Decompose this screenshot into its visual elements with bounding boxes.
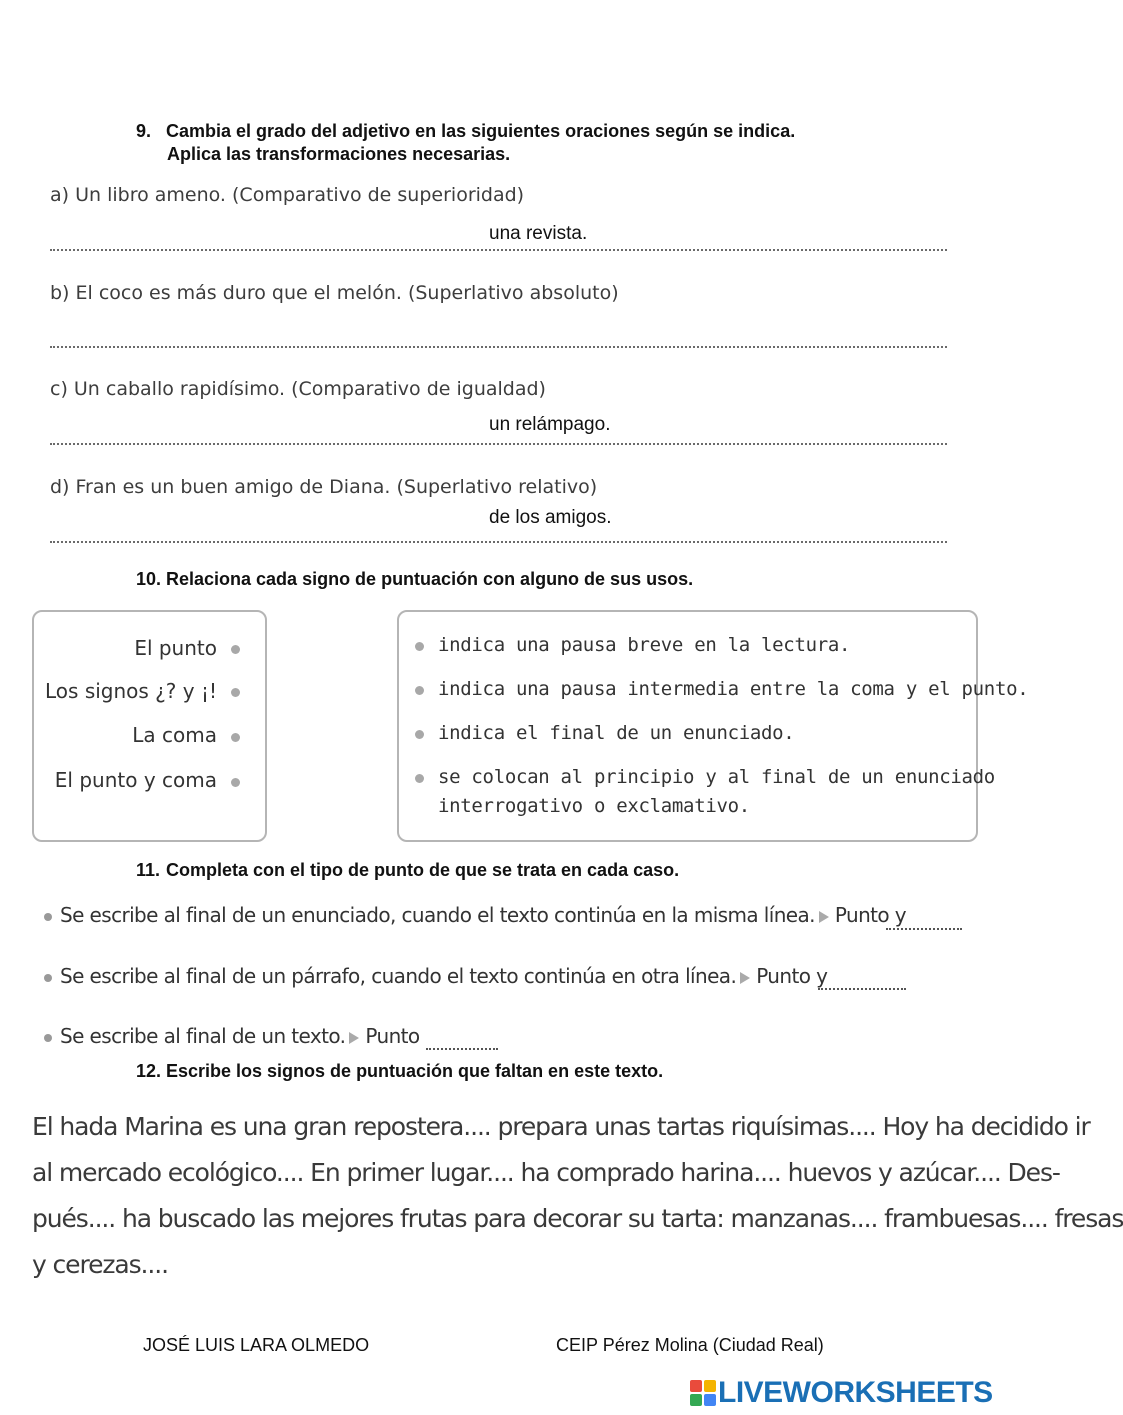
- sign-interrogacion-exclamacion: Los signos ¿? y ¡!: [45, 679, 217, 703]
- match-dot-sign-2[interactable]: [231, 688, 240, 697]
- question-11-title: Completa con el tipo de punto de que se trata en cada caso.: [166, 860, 680, 880]
- use-pausa-intermedia: indica una pausa intermedia entre la coma y el punto.: [438, 678, 1029, 700]
- q12-paragraph-line-4: y cerezas....: [32, 1250, 168, 1279]
- match-dot-sign-1[interactable]: [231, 645, 240, 654]
- footer-author: JOSÉ LUIS LARA OLMEDO: [143, 1335, 370, 1355]
- liveworksheets-logo-icon: [690, 1380, 716, 1406]
- q9-item-c: c) Un caballo rapidísimo. (Comparativo de igualdad): [50, 378, 546, 400]
- question-11-heading: [136, 860, 679, 881]
- arrow-right-icon: [349, 1032, 359, 1044]
- q11-blank-2[interactable]: [818, 988, 906, 990]
- use-pausa-breve: indica una pausa breve en la lectura.: [438, 634, 851, 656]
- q11-line-2-label: Punto y: [756, 964, 828, 988]
- q12-paragraph-line-3: pués.... ha buscado las mejores frutas para decorar su tarta: manzanas.... frambuesas.... fresas: [32, 1204, 1123, 1233]
- q11-line-1-text: Se escribe al final de un enunciado, cuando el texto continúa en la misma línea.: [60, 903, 815, 927]
- question-12-number: 12.: [136, 1061, 162, 1081]
- question-9-title-line1: Cambia el grado del adjetivo en las siguientes oraciones según se indica.: [166, 121, 796, 141]
- liveworksheets-logo: [690, 1376, 993, 1410]
- question-12-heading: [136, 1061, 663, 1082]
- q11-line-1: [44, 903, 906, 927]
- question-9-title-line2: Aplica las transformaciones necesarias.: [167, 144, 511, 164]
- question-9-number: 9.: [136, 121, 152, 141]
- use-principio-final: se colocan al principio y al final de un enunciado: [438, 766, 995, 788]
- match-dot-use-2[interactable]: [415, 686, 424, 695]
- bullet-icon: [44, 974, 52, 982]
- use-interrogativo-exclamativo: interrogativo o exclamativo.: [438, 795, 750, 817]
- q9-answer-d[interactable]: de los amigos.: [489, 507, 612, 528]
- arrow-right-icon: [740, 972, 750, 984]
- match-dot-use-1[interactable]: [415, 642, 424, 651]
- q12-paragraph[interactable]: [32, 1104, 1123, 1288]
- footer-school: CEIP Pérez Molina (Ciudad Real): [556, 1335, 824, 1355]
- q9-item-a: a) Un libro ameno. (Comparativo de superioridad): [50, 184, 525, 206]
- q9-item-b: b) El coco es más duro que el melón. (Superlativo absoluto): [50, 282, 619, 304]
- q9-item-d: d) Fran es un buen amigo de Diana. (Superlativo relativo): [50, 476, 598, 498]
- q11-line-2-text: Se escribe al final de un párrafo, cuando el texto continúa en otra línea.: [60, 964, 737, 988]
- question-9-heading: [136, 120, 795, 166]
- bullet-icon: [44, 1034, 52, 1042]
- q11-line-3: [44, 1024, 420, 1048]
- q11-blank-1[interactable]: [886, 928, 962, 930]
- use-final-enunciado: indica el final de un enunciado.: [438, 722, 795, 744]
- q11-line-3-text: Se escribe al final de un texto.: [60, 1024, 346, 1048]
- q11-line-1-label: Punto y: [834, 903, 907, 927]
- q9-answer-line-d[interactable]: [50, 541, 947, 543]
- q11-line-2: [44, 964, 827, 988]
- question-10-title: Relaciona cada signo de puntuación con alguno de sus usos.: [166, 569, 694, 589]
- question-10-heading: [136, 569, 693, 590]
- bullet-icon: [44, 913, 52, 921]
- q9-answer-line-c[interactable]: [50, 443, 947, 445]
- question-11-number: 11.: [136, 860, 161, 880]
- q9-answer-a[interactable]: una revista.: [489, 223, 588, 244]
- question-10-number: 10.: [136, 569, 162, 589]
- sign-punto-y-coma: El punto y coma: [54, 768, 217, 792]
- sign-la-coma: La coma: [132, 723, 217, 747]
- question-12-title: Escribe los signos de puntuación que faltan en este texto.: [166, 1061, 664, 1081]
- q9-answer-line-b[interactable]: [50, 346, 947, 348]
- q9-answer-line-a[interactable]: [50, 249, 947, 251]
- match-dot-sign-4[interactable]: [231, 778, 240, 787]
- match-dot-use-4[interactable]: [415, 774, 424, 783]
- signs-box: [32, 610, 267, 842]
- q12-paragraph-line-2: al mercado ecológico.... En primer lugar.... ha comprado harina.... huevos y azúcar.... Des-: [32, 1158, 1060, 1187]
- match-dot-use-3[interactable]: [415, 730, 424, 739]
- liveworksheets-logo-text: LIVEWORKSHEETS: [718, 1376, 993, 1409]
- sign-el-punto: El punto: [134, 636, 217, 660]
- q11-blank-3[interactable]: [426, 1048, 498, 1050]
- q9-answer-c[interactable]: un relámpago.: [489, 414, 611, 435]
- q11-line-3-label: Punto: [365, 1024, 420, 1048]
- q12-paragraph-line-1: El hada Marina es una gran repostera.... prepara unas tartas riquísimas.... Hoy ha decidido ir: [32, 1112, 1090, 1141]
- match-dot-sign-3[interactable]: [231, 733, 240, 742]
- arrow-right-icon: [819, 911, 829, 923]
